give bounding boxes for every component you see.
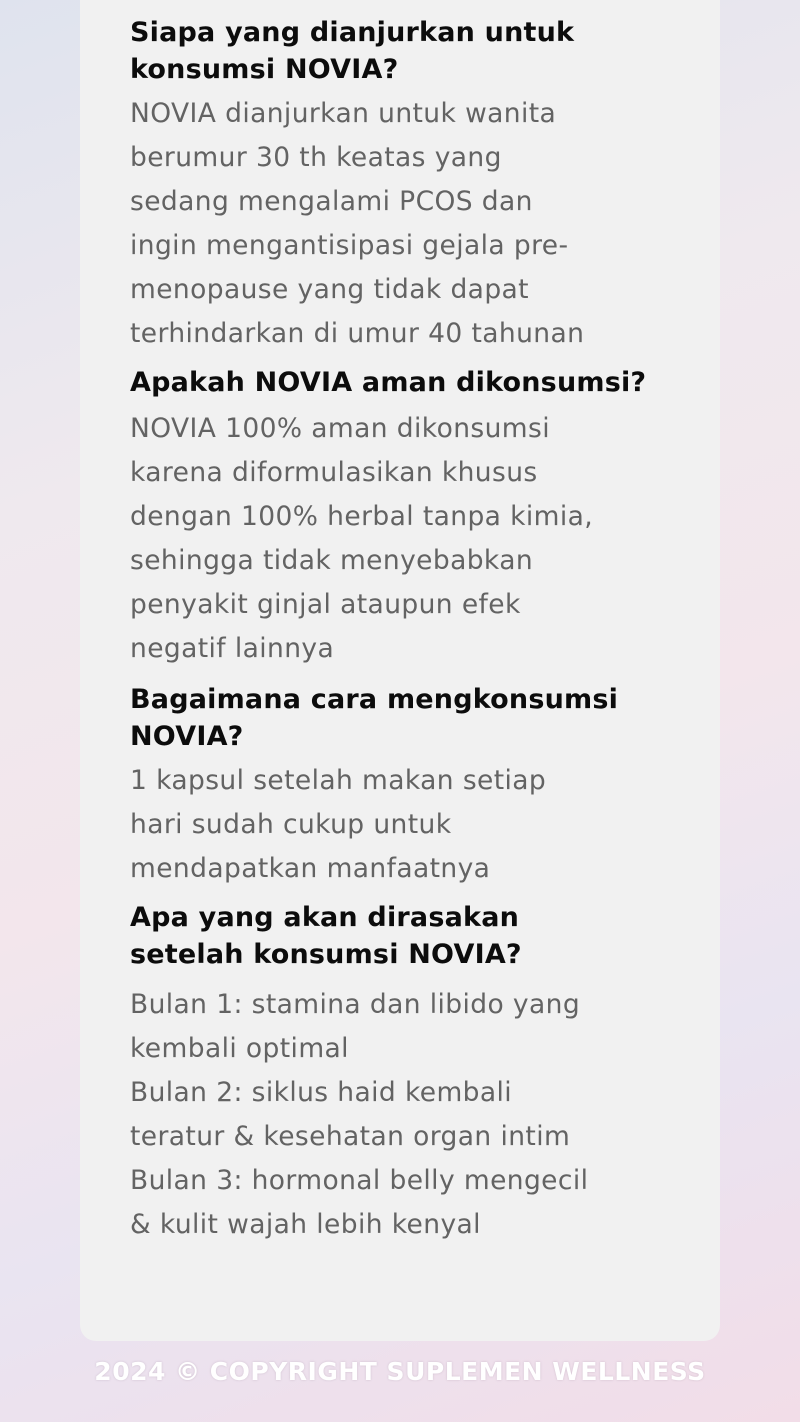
question-line: Bagaimana cara mengkonsumsi — [130, 684, 619, 715]
answer-line: hari sudah cukup untuk — [130, 809, 452, 840]
answer-line: & kulit wajah lebih kenyal — [130, 1209, 481, 1240]
answer-line: berumur 30 th keatas yang — [130, 142, 502, 173]
faq-answer — [130, 983, 690, 1247]
answer-line: NOVIA dianjurkan untuk wanita — [130, 98, 557, 129]
answer-line: penyakit ginjal ataupun efek — [130, 589, 521, 620]
faq-answer — [130, 407, 690, 671]
faq-card — [80, 0, 720, 1341]
answer-line: teratur & kesehatan organ intim — [130, 1121, 571, 1152]
answer-line: Bulan 2: siklus haid kembali — [130, 1077, 513, 1108]
question-line: setelah konsumsi NOVIA? — [130, 939, 522, 970]
faq-item-results — [130, 899, 690, 1247]
answer-line: sehingga tidak menyebabkan — [130, 545, 534, 576]
answer-line: NOVIA 100% aman dikonsumsi — [130, 413, 550, 444]
answer-line: dengan 100% herbal tanpa kimia, — [130, 501, 594, 532]
answer-line: karena diformulasikan khusus — [130, 457, 538, 488]
answer-line: Bulan 1: stamina dan libido yang — [130, 989, 581, 1020]
faq-item-how — [130, 681, 690, 891]
question-line: konsumsi NOVIA? — [130, 54, 399, 85]
faq-question — [130, 899, 690, 973]
answer-line: ingin mengantisipasi gejala pre- — [130, 230, 569, 261]
answer-line: kembali optimal — [130, 1033, 349, 1064]
answer-line: Bulan 3: hormonal belly mengecil — [130, 1165, 589, 1196]
faq-answer — [130, 759, 690, 891]
copyright-footer: 2024 © COPYRIGHT SUPLEMEN WELLNESS — [94, 1357, 706, 1386]
question-line: Siapa yang dianjurkan untuk — [130, 17, 575, 48]
answer-line: menopause yang tidak dapat — [130, 274, 529, 305]
faq-item-safety — [130, 364, 690, 671]
question-line: Apa yang akan dirasakan — [130, 902, 520, 933]
question-line: NOVIA? — [130, 721, 244, 752]
answer-line: negatif lainnya — [130, 633, 335, 664]
faq-question — [130, 364, 690, 401]
faq-question — [130, 14, 690, 88]
answer-line: 1 kapsul setelah makan setiap — [130, 765, 547, 796]
answer-line: sedang mengalami PCOS dan — [130, 186, 533, 217]
faq-question — [130, 681, 690, 755]
answer-line: terhindarkan di umur 40 tahunan — [130, 318, 585, 349]
faq-answer — [130, 92, 690, 356]
faq-item-who — [130, 14, 690, 356]
question-line: Apakah NOVIA aman dikonsumsi? — [130, 367, 647, 398]
answer-line: mendapatkan manfaatnya — [130, 853, 491, 884]
